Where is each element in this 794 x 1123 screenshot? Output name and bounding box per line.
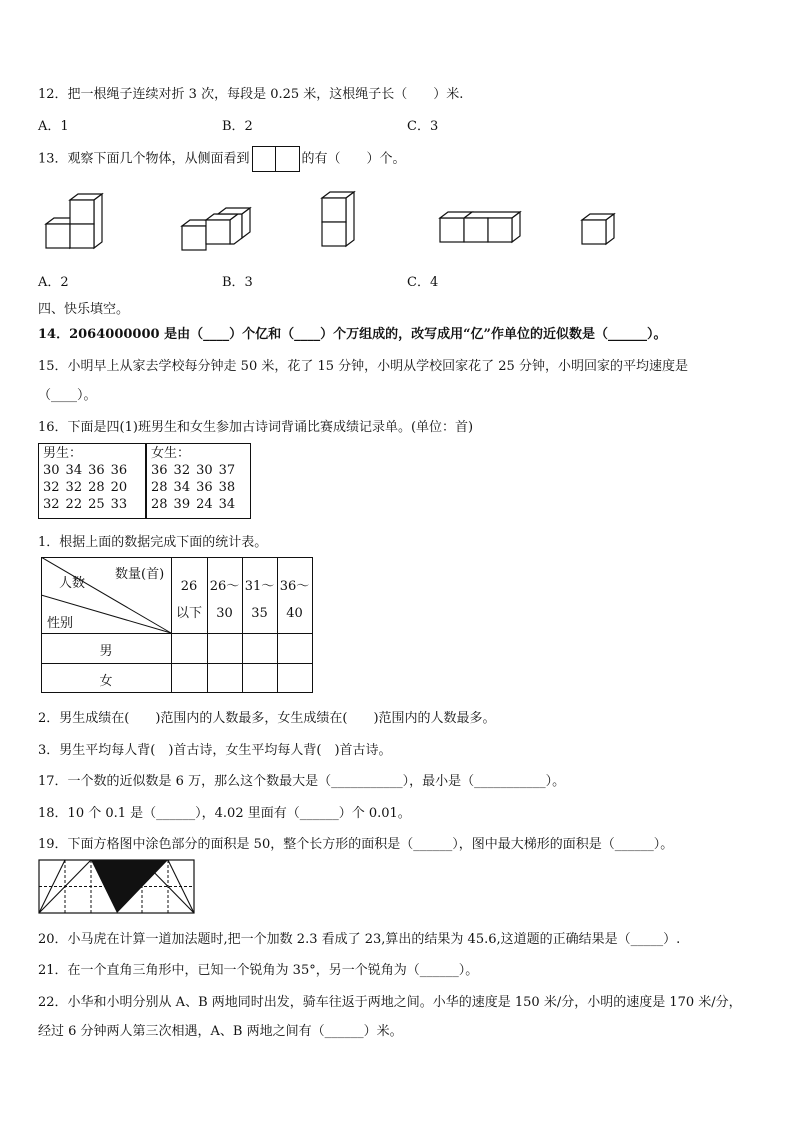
question-17-text: 17．一个数的近似数是 6 万，那么这个数最大是（___________），最小是（___________）。 bbox=[38, 774, 566, 789]
column-header-4-bottom: 40 bbox=[286, 606, 303, 621]
column-header-2-bottom: 30 bbox=[216, 606, 233, 621]
q13-option-a[interactable]: A．2 bbox=[38, 275, 69, 290]
boys-record-table bbox=[40, 445, 130, 513]
boys-score: 28 bbox=[88, 480, 105, 495]
q13-option-c[interactable]: C．4 bbox=[407, 275, 439, 290]
row-label-male: 男 bbox=[99, 644, 113, 659]
question-22-line1: 22．小华和小明分别从 A、B 两地同时出发，骑车往返于两地之间。小华的速度是 150 米/分，小明的速度是 170 米/分， bbox=[38, 995, 742, 1010]
boys-score: 36 bbox=[110, 463, 128, 478]
girls-score: 28 bbox=[151, 497, 168, 512]
boys-score: 20 bbox=[110, 480, 128, 495]
row-label-female: 女 bbox=[99, 674, 113, 689]
cube-figure-2 bbox=[182, 208, 250, 250]
girls-score: 39 bbox=[173, 497, 191, 512]
column-header-4-top: 36～ bbox=[279, 579, 310, 594]
q12-option-c[interactable]: C．3 bbox=[407, 119, 439, 134]
question-18-text: 18．10 个 0.1 是（______），4.02 里面有（______）个 0.01。 bbox=[38, 806, 411, 821]
girls-score: 30 bbox=[196, 463, 213, 478]
boys-score: 32 bbox=[65, 480, 83, 495]
q12-option-a[interactable]: A．1 bbox=[38, 119, 69, 134]
question-12-text: 12．把一根绳子连续对折 3 次，每段是 0.25 米，这根绳子长（ ）米. bbox=[38, 87, 464, 102]
column-header-4 bbox=[277, 573, 312, 627]
section-heading: 四、快乐填空。 bbox=[38, 302, 130, 317]
column-header-2-top: 26～ bbox=[209, 579, 240, 594]
girls-score: 36 bbox=[151, 463, 168, 478]
boys-score: 22 bbox=[65, 497, 83, 512]
girls-score: 34 bbox=[218, 497, 236, 512]
q13-text-after: 的有（ ）个。 bbox=[301, 151, 406, 167]
table-row-line bbox=[41, 663, 313, 664]
q13-text-before: 13．观察下面几个物体，从侧面看到 bbox=[38, 151, 250, 167]
boys-score: 25 bbox=[88, 497, 105, 512]
boys-score: 32 bbox=[43, 497, 60, 512]
cube-figure-3 bbox=[322, 192, 354, 246]
q16-part2: 2．男生成绩在( )范围内的人数最多，女生成绩在( )范围内的人数最多。 bbox=[38, 711, 496, 726]
boys-score: 32 bbox=[43, 480, 60, 495]
cube-figure-1 bbox=[46, 194, 102, 248]
question-20-text: 20．小马虎在计算一道加法题时,把一个加数 2.3 看成了 23,算出的结果为 45.6,这道题的正确结果是（_____）. bbox=[38, 932, 681, 947]
table-border-bottom bbox=[41, 692, 313, 693]
q12-option-b[interactable]: B．2 bbox=[222, 119, 253, 134]
question-19-text: 19．下面方格图中涂色部分的面积是 50，整个长方形的面积是（______），图中最大梯形的面积是（______）。 bbox=[38, 837, 674, 852]
girls-score: 28 bbox=[151, 480, 168, 495]
girls-score: 36 bbox=[196, 480, 213, 495]
question-13-text bbox=[38, 146, 406, 172]
column-header-1-bottom: 以下 bbox=[175, 606, 202, 621]
cube-figures bbox=[36, 182, 636, 258]
corner-people-label: 人数 bbox=[59, 576, 86, 591]
cube-figure-4 bbox=[440, 212, 520, 242]
question-15-line1: 15．小明早上从家去学校每分钟走 50 米，花了 15 分钟，小明从学校回家花了 25 分钟，小明回家的平均速度是 bbox=[38, 359, 688, 374]
question-21-text: 21．在一个直角三角形中，已知一个锐角为 35°，另一个锐角为（______）。 bbox=[38, 963, 479, 978]
girls-score: 38 bbox=[218, 480, 236, 495]
boys-score: 33 bbox=[110, 497, 128, 512]
table-border-right bbox=[312, 557, 313, 693]
girls-score: 32 bbox=[173, 463, 191, 478]
girls-label: 女生： bbox=[151, 446, 191, 461]
girls-score: 24 bbox=[196, 497, 213, 512]
question-14-text: 14．2064000000 是由（____）个亿和（____）个万组成的，改写成用“亿”作单位的近似数是（______）。 bbox=[38, 327, 667, 342]
q13-option-b[interactable]: B．3 bbox=[222, 275, 253, 290]
side-view-figure bbox=[252, 146, 300, 172]
grid-figure bbox=[38, 859, 196, 915]
cube-figure-5 bbox=[582, 214, 614, 244]
question-16-intro: 16．下面是四(1)班男生和女生参加古诗词背诵比赛成绩记录单。(单位：首) bbox=[38, 420, 474, 435]
girls-score: 34 bbox=[173, 480, 191, 495]
corner-gender-label: 性别 bbox=[47, 616, 74, 631]
girls-score: 37 bbox=[218, 463, 236, 478]
column-header-2 bbox=[207, 573, 242, 627]
corner-quantity-label: 数量(首) bbox=[115, 567, 165, 582]
statistics-table bbox=[41, 557, 313, 693]
column-header-1-top: 26 bbox=[180, 579, 198, 594]
boys-label: 男生： bbox=[43, 446, 83, 461]
boys-score: 34 bbox=[65, 463, 83, 478]
boys-score: 30 bbox=[43, 463, 60, 478]
column-header-3-top: 31～ bbox=[244, 579, 275, 594]
boys-score: 36 bbox=[88, 463, 105, 478]
question-22-line2: 经过 6 分钟两人第三次相遇，A、B 两地之间有（______）米。 bbox=[38, 1024, 403, 1039]
girls-record-table bbox=[148, 445, 238, 513]
q16-part3: 3．男生平均每人背( )首古诗，女生平均每人背( )首古诗。 bbox=[38, 743, 392, 758]
column-header-1 bbox=[171, 573, 207, 627]
column-header-3 bbox=[242, 573, 277, 627]
q16-part1: 1．根据上面的数据完成下面的统计表。 bbox=[38, 535, 268, 550]
column-header-3-bottom: 35 bbox=[251, 606, 268, 621]
question-15-line2: （____）。 bbox=[38, 388, 97, 403]
